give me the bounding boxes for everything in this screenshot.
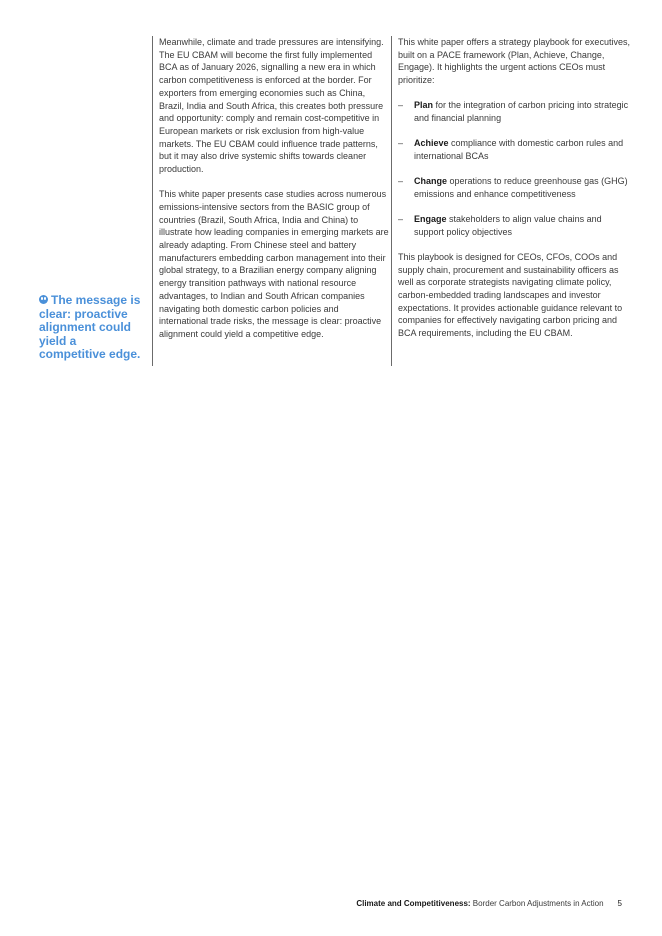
intro-paragraph: This white paper offers a strategy playbook for executives, built on a PACE framework (Plan, Achieve, Change, Engage). It highlights the urgent actions CEOs must prioritize: xyxy=(398,37,630,86)
footer-title-bold: Climate and Competitiveness: xyxy=(356,899,471,908)
dash-bullet: – xyxy=(398,100,404,111)
dash-bullet: – xyxy=(398,176,404,187)
pace-action-list xyxy=(398,99,634,238)
quote-icon xyxy=(39,295,48,304)
page-number: 5 xyxy=(617,899,622,908)
bullet-term: Plan xyxy=(414,100,434,111)
pull-quote-text: The message is clear: proactive alignment could yield a competitive edge. xyxy=(39,293,141,361)
list-item xyxy=(398,213,634,238)
bullet-term: Achieve xyxy=(414,138,449,149)
paragraph: This white paper presents case studies across numerous emissions-intensive sectors from the BASIC group of countries (Brazil, South Africa, India and China) to illustrate how leading companies in emerging markets are already adapting. From Chinese steel and battery manufacturers embedding carbon management into their global strategy, to a Brazilian energy company aligning energy transition pathways with national resource advantages, to Indian and South African companies navigating both domestic carbon policies and international trade risks, the message is clear: proactive alignment could yield a competitive edge. xyxy=(159,189,389,339)
dash-bullet: – xyxy=(398,214,404,225)
list-item xyxy=(398,99,634,124)
bullet-text: stakeholders to align value chains and support policy objectives xyxy=(414,214,602,237)
bullet-term: Change xyxy=(414,176,448,187)
bullet-text: operations to reduce greenhouse gas (GHG) emissions and enhance competitiveness xyxy=(414,176,628,199)
body-column-left xyxy=(152,36,389,366)
list-item xyxy=(398,175,634,200)
closing-paragraph: This playbook is designed for CEOs, CFOs, COOs and supply chain, procurement and sustainability officers as well as corporate strategists navigating climate policy, carbon-embedded trading landscapes and investor expectations. It provides actionable guidance relevant to companies for effectively navigating carbon pricing and BCA requirements, including the EU CBAM. xyxy=(398,251,623,339)
pull-quote xyxy=(39,294,143,362)
bullet-text: for the integration of carbon pricing into strategic and financial planning xyxy=(414,100,629,124)
bullet-term: Engage xyxy=(414,214,447,225)
dash-bullet: – xyxy=(398,138,404,149)
list-item xyxy=(398,137,634,162)
paragraph: Meanwhile, climate and trade pressures are intensifying. The EU CBAM will become the first fully implemented BCA as of January 2026, signalling a new era in which carbon competitiveness is enforced at the border. For exporters from emerging economies such as China, Brazil, India and South Africa, this creates both pressure and opportunity: comply and remain cost-competitive in European markets or risk exclusion from high-value markets. The EU CBAM could influence trade patterns, but it may also drive systemic shifts towards cleaner production. xyxy=(159,37,384,175)
page-footer xyxy=(356,899,622,908)
bullet-text: compliance with domestic carbon rules and international BCAs xyxy=(414,138,624,161)
footer-title-rest: Border Carbon Adjustments in Action xyxy=(470,899,604,908)
body-column-right xyxy=(391,36,634,366)
